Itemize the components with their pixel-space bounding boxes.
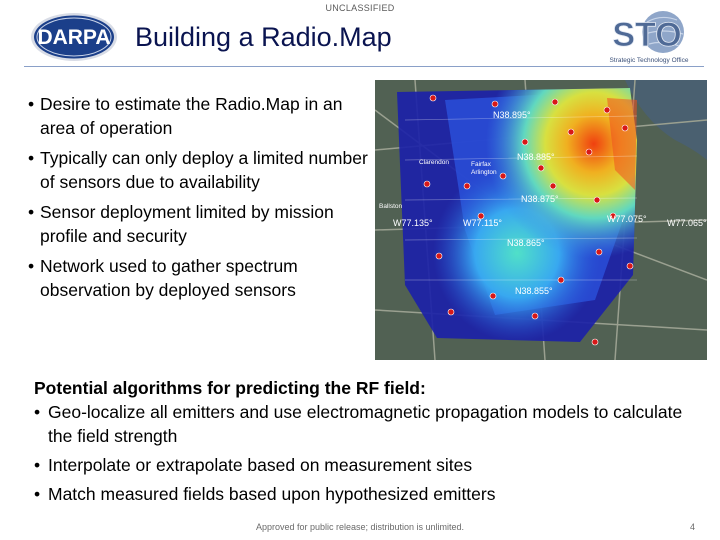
bullet-item: • Network used to gather spectrum observation by deployed sensors <box>28 254 368 302</box>
lat-label: N38.895° <box>493 110 531 120</box>
svg-text:DARPA: DARPA <box>37 26 111 49</box>
sto-logo <box>603 8 695 66</box>
place-label: Ballston <box>379 203 403 210</box>
lat-label: N38.865° <box>507 238 545 248</box>
algorithm-item: • Interpolate or extrapolate based on measurement sites <box>28 453 708 477</box>
lon-label: W77.065° <box>667 218 707 228</box>
intro-bullet-list <box>28 92 368 308</box>
darpa-logo <box>30 12 118 62</box>
release-statement: Approved for public release; distribution is unlimited. <box>255 522 465 532</box>
radio-map-image <box>375 80 707 360</box>
lon-label: W77.135° <box>393 218 433 228</box>
bullet-item: • Desire to estimate the Radio.Map in an area of operation <box>28 92 368 140</box>
slide-title: Building a Radio.Map <box>135 22 392 52</box>
algorithm-item: • Geo-localize all emitters and use electromagnetic propagation models to calculate the field strength <box>28 400 708 448</box>
header-divider <box>24 66 704 67</box>
svg-text:STO: STO <box>612 16 682 54</box>
page-number: 4 <box>690 522 696 532</box>
algorithms-section <box>28 376 708 511</box>
lon-label: W77.115° <box>463 218 502 228</box>
bullet-item: • Sensor deployment limited by mission profile and security <box>28 200 368 248</box>
classification-banner: UNCLASSIFIED <box>325 3 395 13</box>
algorithms-heading: Potential algorithms for predicting the RF field: <box>34 378 426 398</box>
lat-label: N38.885° <box>517 152 555 162</box>
algorithm-item: • Match measured fields based upon hypothesized emitters <box>28 482 708 506</box>
place-label: Clarendon <box>419 159 449 166</box>
svg-text:Strategic Technology Office: Strategic Technology Office <box>609 57 689 64</box>
lat-label: N38.855° <box>515 286 553 296</box>
lat-label: N38.875° <box>521 194 559 204</box>
bullet-item: • Typically can only deploy a limited number of sensors due to availability <box>28 146 368 194</box>
place-label: Arlington <box>471 169 497 176</box>
lon-label: W77.075° <box>607 214 647 224</box>
place-label: Fairfax <box>471 161 491 168</box>
